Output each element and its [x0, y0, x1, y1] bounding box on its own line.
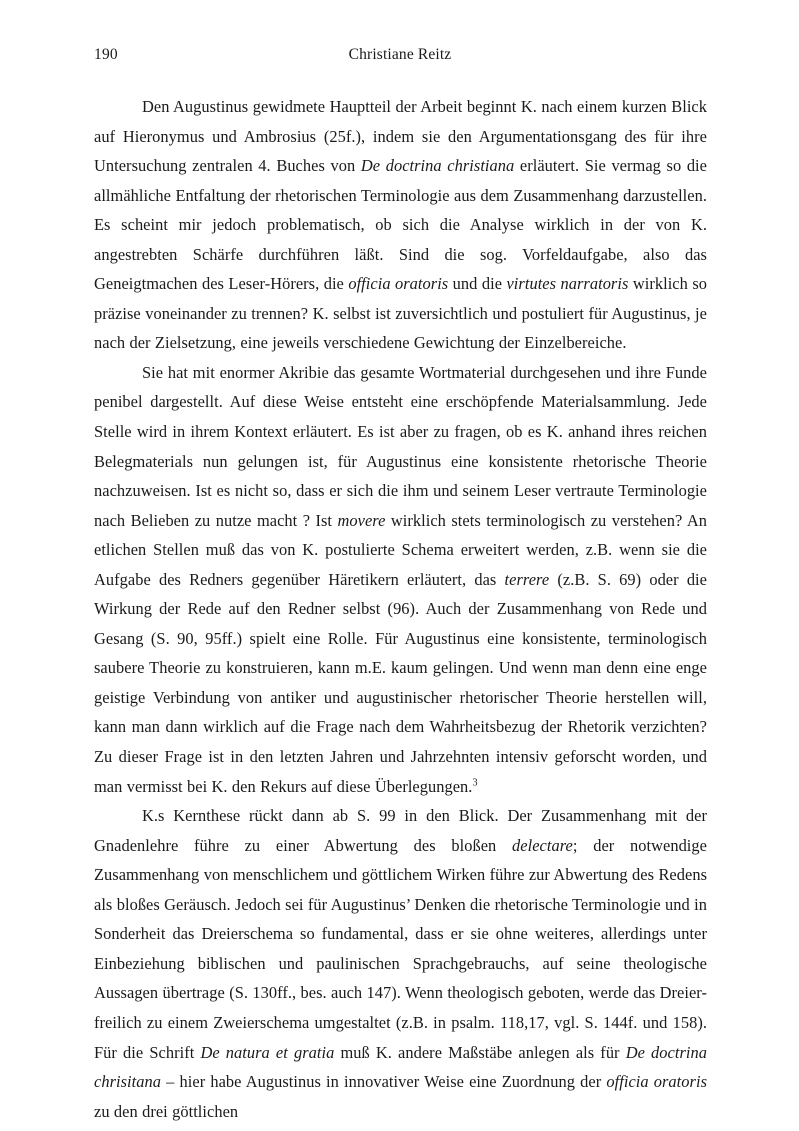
- italic-term: officia oratoris: [348, 274, 449, 294]
- italic-term: De doctrina christiana: [360, 156, 515, 176]
- italic-term: De doctrina chrisitana: [94, 1042, 707, 1092]
- italic-term: delectare: [512, 835, 573, 855]
- text-run: K.s Kernthese rückt dann ab S. 99 in den Blick. Der Zusammenhang mit der Gnadenlehre führe zu einer Abwertung des bloßen: [94, 806, 707, 855]
- text-run: Sie hat mit enormer Akribie das gesamte Wortmaterial durchgesehen und ihre Funde penibel dargestellt. Auf diese Weise entsteht eine erschöpfende Materialsammlung. Jede Stelle wird in ihrem Kontext erläutert. Es ist aber zu fragen, ob es K. anhand ihres reichen Belegmaterials nun gelungen ist, für Augustinus eine konsistente rhetorische Theorie nachzuweisen. Ist es nicht so, dass er sich die ihm und seinem Leser vertraute Terminologie nach Belieben zu nutze macht ? Ist: [94, 362, 707, 530]
- footnote-reference[interactable]: 3: [472, 777, 478, 789]
- text-run: muß K. andere Maßstäbe anlegen als für: [334, 1042, 626, 1062]
- body-text-block: [94, 92, 707, 1126]
- text-run: wirklich stets terminologisch zu verstehen? An etlichen Stellen muß das von K. postulierte Schema erweitert werden, z.B. wenn sie die Aufgabe des Redners gegenüber Häretikern erläutert, das: [94, 510, 707, 589]
- paragraph-para-3: [94, 801, 707, 1126]
- italic-term: officia oratoris: [606, 1072, 707, 1092]
- text-run: Den Augustinus gewidmete Hauptteil der Arbeit beginnt K. nach einem kurzen Blick auf Hieronymus und Ambrosius (25f.), indem sie den Argumentationsgang des für ihre Untersuchung zentralen 4. Buches von: [94, 97, 707, 176]
- text-run: zu den drei göttlichen: [94, 1101, 239, 1121]
- paragraph-para-2: [94, 358, 707, 801]
- text-run: ; der notwendige Zusammenhang von menschlichem und göttlichem Wirken führe zur Abwertung des Redens als bloßes Geräusch. Jedoch sei für Augustinus’ Denken die rhetorische Terminologie und in Sonderheit das Dreierschema so fundamental, dass er sie ohne weiteres, allerdings unter Einbeziehung biblischen und paulinischen Sprachgebrauchs, auf seine theologische Aussagen übertrage (S. 130ff., bes. auch 147). Wenn theologisch geboten, werde das Dreier- freilich zu einem Zweierschema umgestaltet (z.B. in psalm. 118,17, vgl. S. 144f. und 158). Für die Schrift: [94, 835, 707, 1062]
- text-run: (z.B. S. 69) oder die Wirkung der Rede auf den Redner selbst (96). Auch der Zusammenhang von Rede und Gesang (S. 90, 95ff.) spielt eine Rolle. Für Augustinus eine konsistente, terminologisch saubere Theorie zu konstruieren, kann m.E. kaum gelingen. Und wenn man denn eine enge geistige Verbindung von antiker und augustinischer rhetorischer Theorie herstellen will, kann man dann wirklich auf die Frage nach dem Wahrheitsbezug der Rhetorik verzichten? Zu dieser Frage ist in den letzten Jahren und Jahrzehnten intensiv geforscht worden, und man vermisst bei K. den Rekurs auf diese Überlegungen.: [94, 569, 707, 796]
- text-run: wirklich so präzise voneinander zu trennen? K. selbst ist zuversichtlich und postuliert für Augustinus, je nach der Zielsetzung, eine jeweils verschiedene Gewichtung der Einzelbereiche.: [94, 274, 707, 353]
- text-run: und die: [448, 274, 507, 294]
- paragraph-para-1: [94, 92, 707, 358]
- text-run: – hier habe Augustinus in innovativer Weise eine Zuordnung der: [160, 1072, 607, 1092]
- page-number: 190: [94, 46, 118, 63]
- italic-term: virtutes narratoris: [506, 274, 629, 294]
- italic-term: De natura et gratia: [200, 1042, 335, 1062]
- running-header: [94, 44, 706, 66]
- running-header-title: Christiane Reitz: [348, 46, 452, 63]
- italic-term: movere: [337, 510, 386, 530]
- text-run: erläutert. Sie vermag so die allmähliche Entfaltung der rhetorischen Terminologie aus dem Zusammenhang darzustellen. Es scheint mir jedoch problematisch, ob sich die Analyse wirklich in der von K. angestrebten Schärfe durchführen läßt. Sind die sog. Vorfeldaufgabe, also das Geneigtmachen des Leser-Hörers, die: [94, 156, 707, 294]
- italic-term: terrere: [504, 569, 550, 589]
